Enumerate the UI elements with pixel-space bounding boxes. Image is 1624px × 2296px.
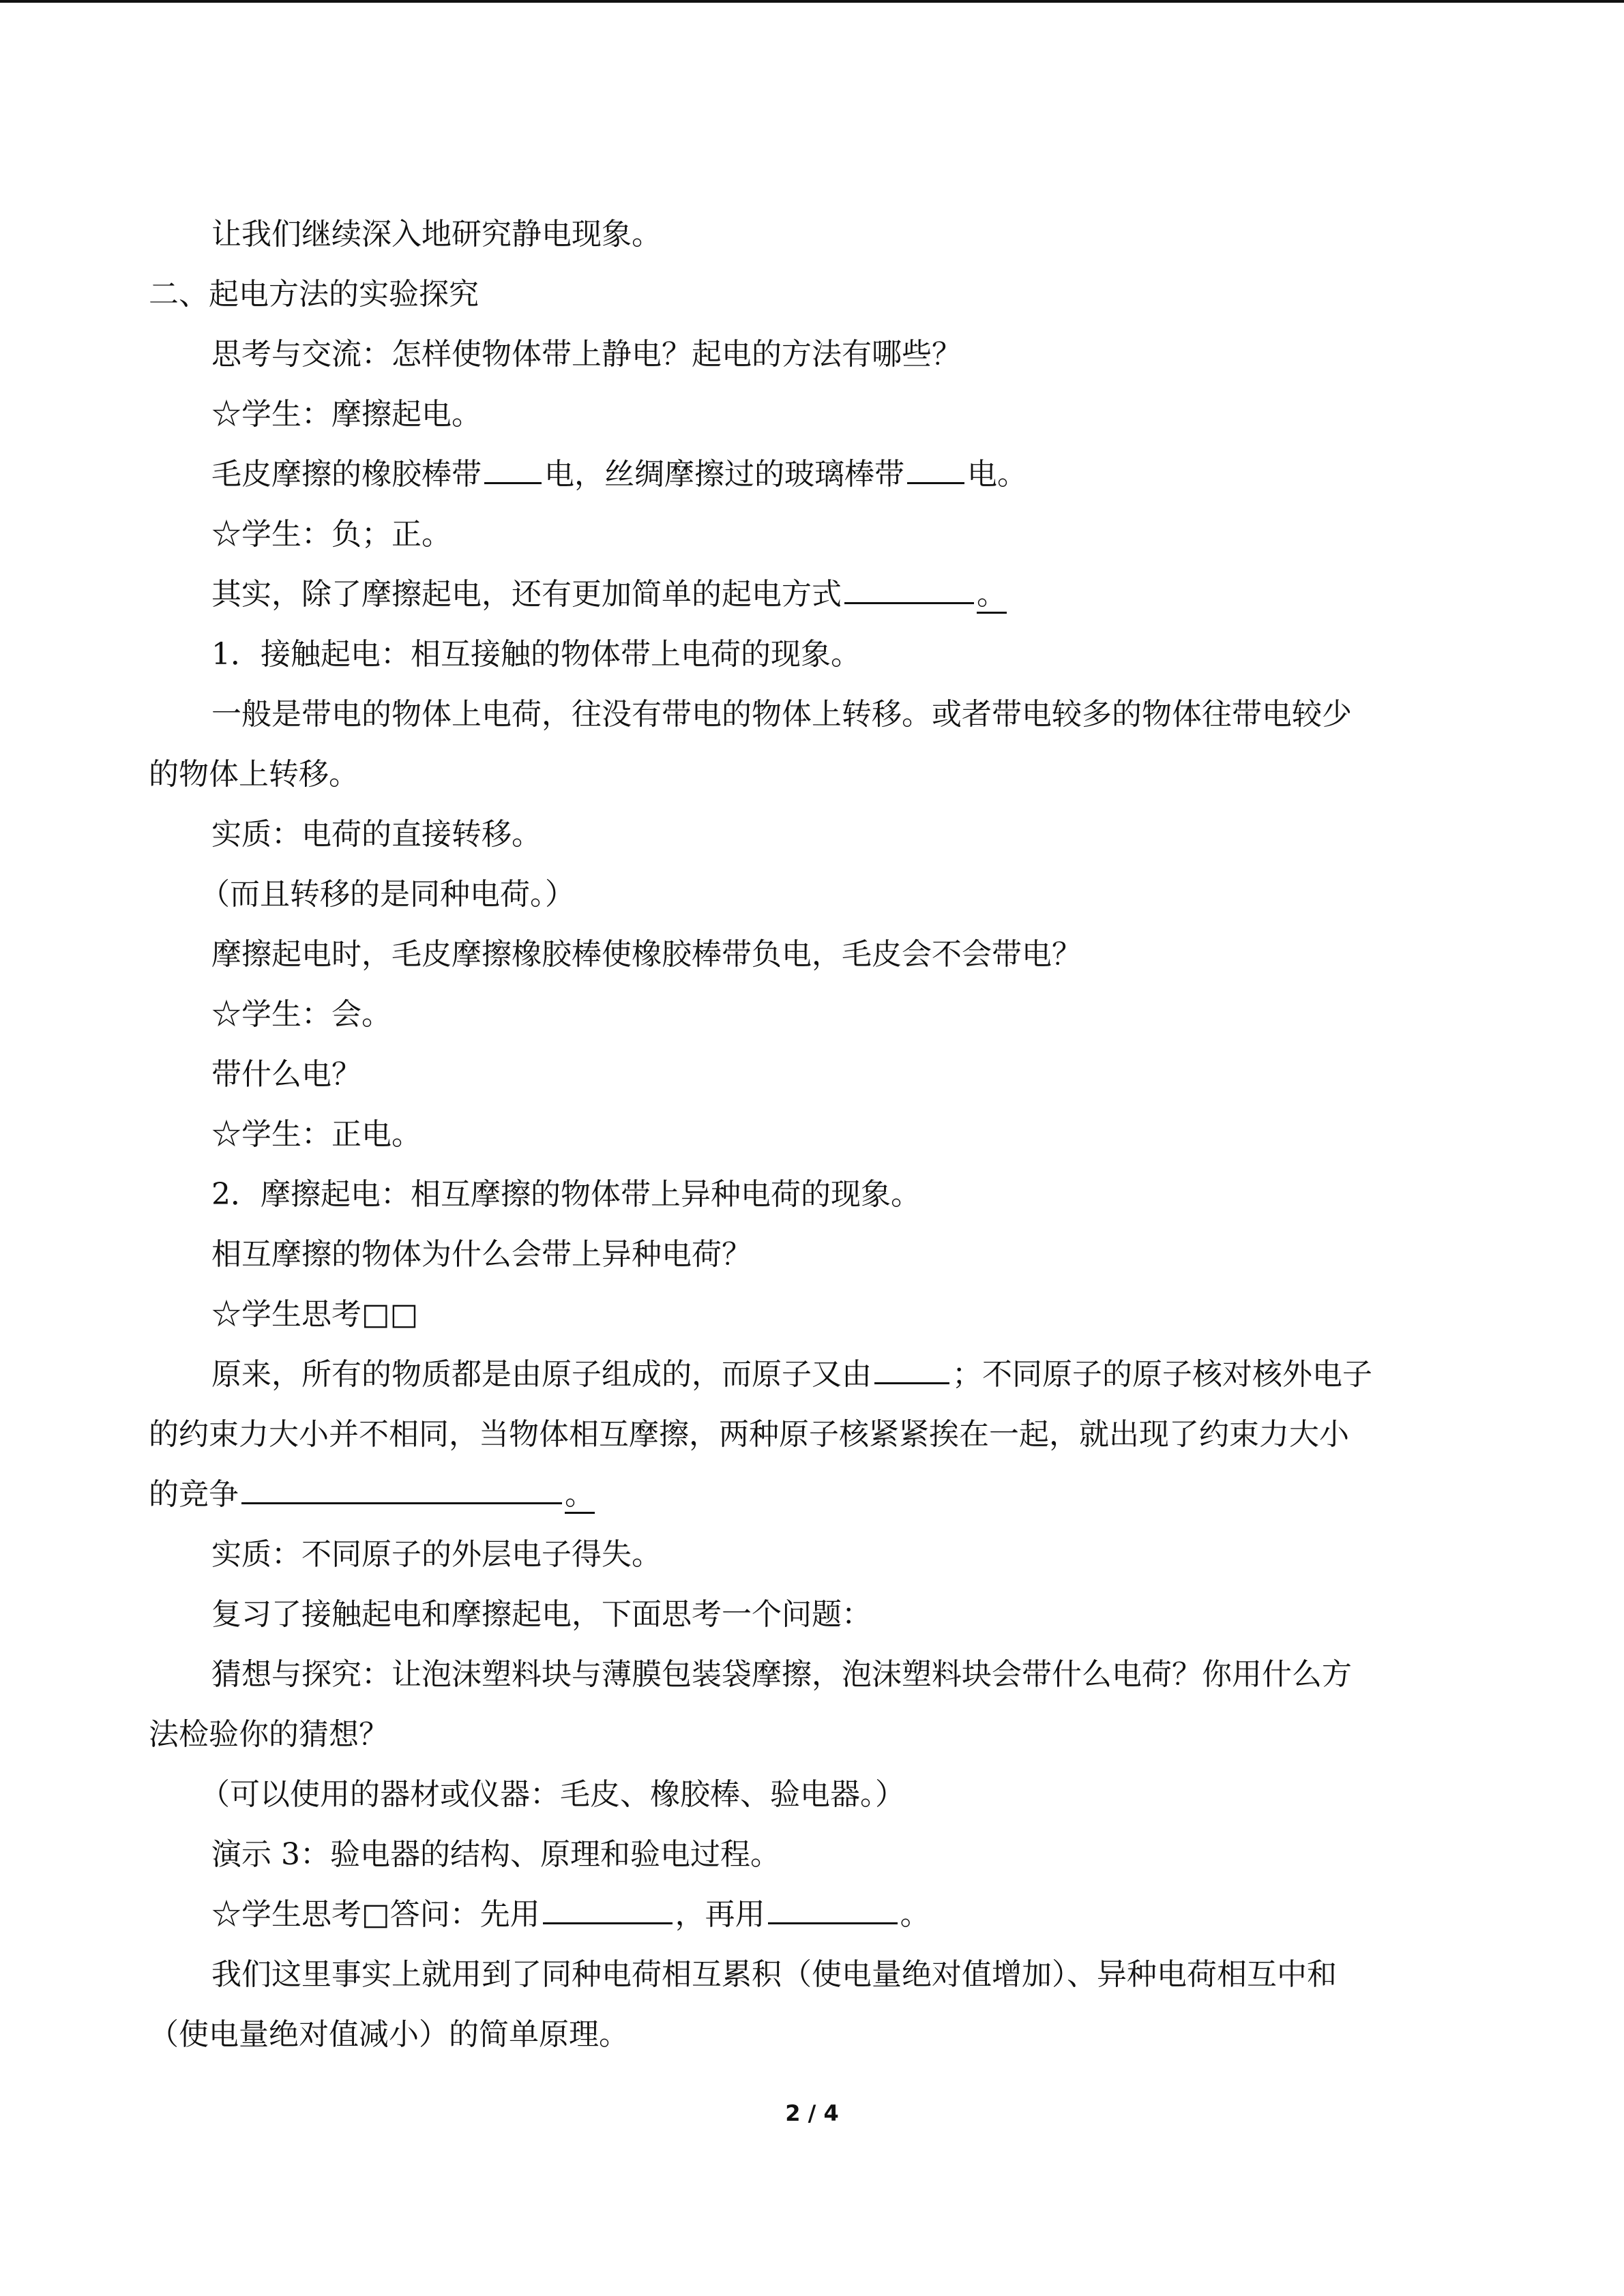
paragraph: 我们这里事实上就用到了同种电荷相互累积（使电量绝对值增加）、异种电荷相互中和 <box>211 1957 1337 1992</box>
fill-in-question <box>149 445 1479 505</box>
paragraph: 一般是带电的物体上电荷，往没有带电的物体上转移。或者带电较多的物体往带电较少 <box>211 697 1352 732</box>
fill-in-question <box>149 1345 1479 1405</box>
paragraph: 演示 3：验电器的结构、原理和验电过程。 <box>211 1837 780 1872</box>
paragraph-continuation: 的物体上转移。 <box>149 757 359 792</box>
answer-blank <box>241 1472 562 1504</box>
question-text: 。 <box>977 577 1007 614</box>
question-text: ☆学生思考□答问：先用 <box>211 1897 540 1932</box>
question-text: ，再用 <box>675 1897 765 1932</box>
answer-blank <box>907 452 964 484</box>
answer-blank <box>844 572 974 604</box>
paragraph-continuation: 的约束力大小并不相同，当物体相互摩擦，两种原子核紧紧挨在一起，就出现了约束力大小 <box>149 1417 1349 1452</box>
paragraph: 思考与交流：怎样使物体带上静电？起电的方法有哪些？ <box>211 337 962 372</box>
question-text: 电，丝绸摩擦过的玻璃棒带 <box>544 457 904 492</box>
fill-in-question <box>149 1465 1479 1525</box>
answer-blank <box>768 1892 898 1924</box>
answer-blank <box>874 1352 949 1384</box>
question-text: 电。 <box>967 457 1027 492</box>
question-text: 的竞争 <box>149 1477 239 1512</box>
question-text: 毛皮摩擦的橡胶棒带 <box>211 457 482 492</box>
paragraph: 带什么电？ <box>211 1057 361 1092</box>
paragraph: 摩擦起电时，毛皮摩擦橡胶棒使橡胶棒带负电，毛皮会不会带电？ <box>211 937 1082 972</box>
student-answer: ☆学生：会。 <box>211 997 392 1032</box>
section-heading: 二、起电方法的实验探究 <box>149 277 479 312</box>
paragraph: （而且转移的是同种电荷。） <box>200 877 575 912</box>
question-text: 。 <box>565 1477 595 1514</box>
paragraph: 让我们继续深入地研究静电现象。 <box>211 217 662 252</box>
question-text: 。 <box>900 1897 930 1932</box>
paragraph: 实质：不同原子的外层电子得失。 <box>211 1537 662 1572</box>
answer-blank <box>543 1892 673 1924</box>
paragraph: 复习了接触起电和摩擦起电，下面思考一个问题： <box>211 1597 872 1632</box>
student-answer: ☆学生：正电。 <box>211 1117 422 1152</box>
question-text: ；不同原子的原子核对核外电子 <box>952 1357 1372 1392</box>
question-text: 原来，所有的物质都是由原子组成的，而原子又由 <box>211 1357 872 1392</box>
paragraph: 相互摩擦的物体为什么会带上异种电荷？ <box>211 1237 752 1272</box>
paragraph: 实质：电荷的直接转移。 <box>211 817 542 852</box>
student-answer: ☆学生：摩擦起电。 <box>211 397 482 432</box>
fill-in-question <box>149 1885 1479 1945</box>
paragraph: 猜想与探究：让泡沫塑料块与薄膜包装袋摩擦，泡沫塑料块会带什么电荷？你用什么方 <box>211 1657 1352 1692</box>
paragraph: （可以使用的器材或仪器：毛皮、橡胶棒、验电器。） <box>200 1777 905 1812</box>
fill-in-question <box>149 565 1479 625</box>
numbered-heading: 2．摩擦起电：相互摩擦的物体带上异种电荷的现象。 <box>211 1177 921 1212</box>
top-border-line <box>0 0 1624 3</box>
page-number: 2 / 4 <box>785 2100 839 2126</box>
answer-blank <box>484 452 542 484</box>
student-answer: ☆学生：负；正。 <box>211 517 452 552</box>
numbered-heading: 1．接触起电：相互接触的物体带上电荷的现象。 <box>211 637 861 672</box>
document-body <box>149 205 1479 2065</box>
question-text: 其实，除了摩擦起电，还有更加简单的起电方式 <box>211 577 842 612</box>
paragraph-continuation: 法检验你的猜想？ <box>149 1717 389 1752</box>
paragraph-continuation: （使电量绝对值减小）的简单原理。 <box>149 2017 629 2052</box>
student-answer: ☆学生思考□□ <box>211 1297 419 1332</box>
